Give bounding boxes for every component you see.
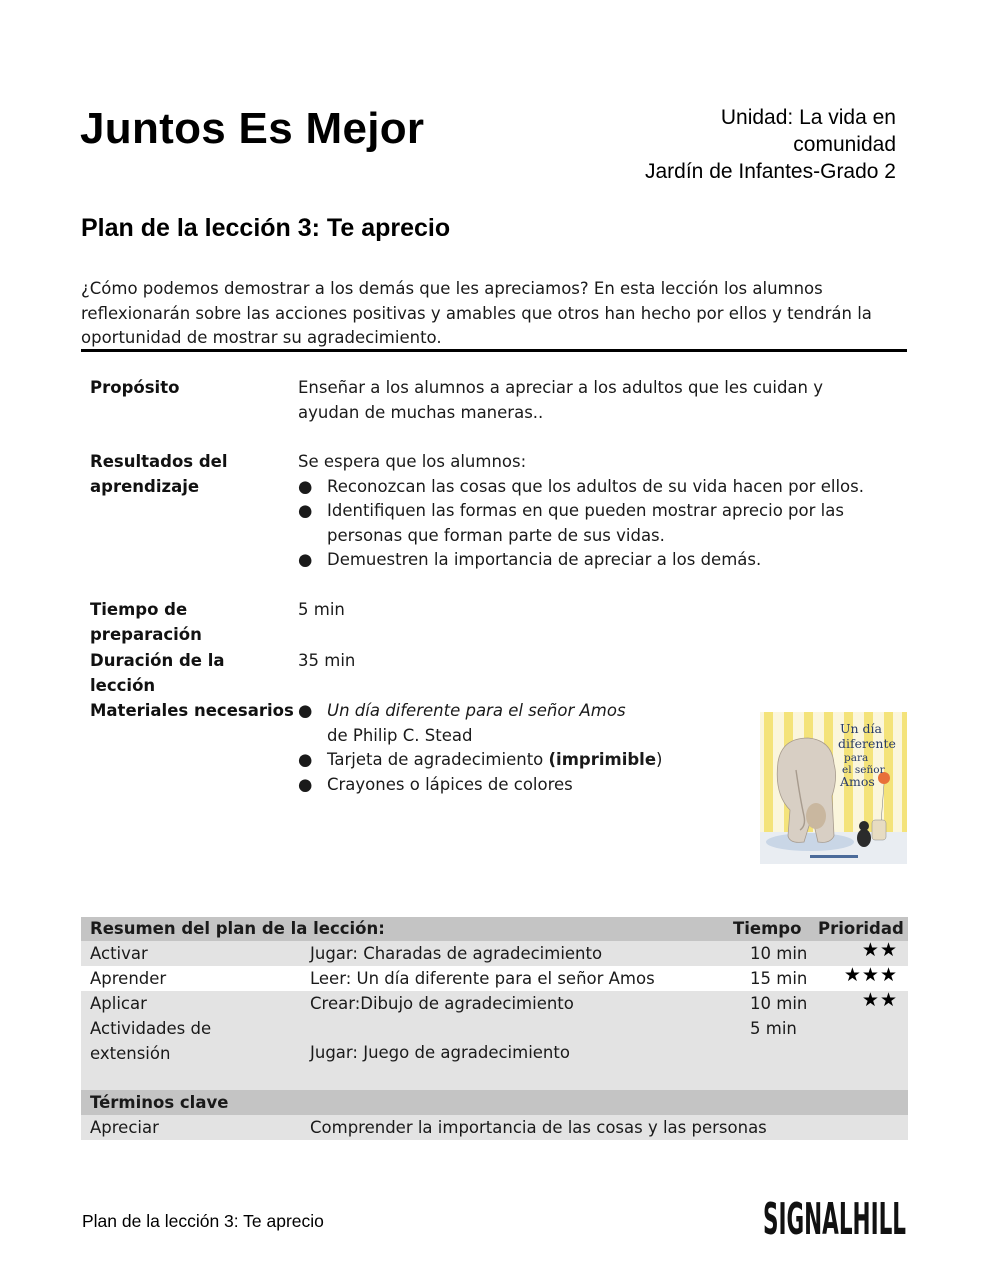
book-author: de Philip C. Stead [327,725,473,745]
outcomes [298,450,898,573]
priority-stars: ★★ [861,989,898,1011]
bullet: ● [298,750,313,769]
duration-label: Duración de la lección [90,651,225,695]
prep-label: Tiempo de preparación [90,600,202,644]
table-row [81,941,908,966]
bullet: ● [298,476,313,496]
cover-title-line-5: Amos [840,774,875,789]
time: 10 min [750,944,808,963]
bullet: ● [298,774,313,794]
table-row [81,966,908,991]
outcome-text: Demuestren la importancia de apreciar a los demás. [327,550,762,569]
lesson-intro: ¿Cómo podemos demostrar a los demás que les apreciamos? En esta lección los alumnos reflexionarán sobre las acciones positivas y amables que otros han hecho por ellos y tendrán la oportunidad de mostrar su agradecimiento. [81,279,872,347]
unit-line-1: Unidad: La vida en [720,106,896,129]
outcomes-list [298,475,898,573]
cover-title-line-4: el señor [842,764,885,776]
prep-value: 5 min [298,600,345,619]
lesson-title: Plan de la lección 3: Te aprecio [81,214,451,242]
printable-label: (imprimible [548,750,657,769]
outcome-text: Identifiquen las formas en que pueden mostrar aprecio por las personas que forman parte de sus vidas. [327,501,844,545]
phase: Aprender [90,969,167,988]
book-title: Un día diferente para el señor Amos [327,701,626,720]
purpose-text: Enseñar a los alumnos a apreciar a los adultos que les cuidan y ayudan de muchas maneras.. [298,378,824,422]
list-item [298,699,738,748]
grade-level: Jardín de Infantes-Grado 2 [645,160,896,183]
document-title: Juntos Es Mejor [80,104,425,153]
materials-list [298,699,738,797]
bullet: ● [298,501,313,520]
phase-line-2: extensión [90,1043,171,1063]
activity: Jugar: Juego de agradecimiento [310,1043,570,1062]
phase [90,1017,211,1066]
unit-info [645,104,896,185]
card-close: ) [656,750,663,769]
time: 15 min [750,969,808,988]
list-item [298,548,898,573]
terms-header: Términos clave [90,1093,229,1112]
outcomes-intro: Se espera que los alumnos: [298,452,527,471]
time: 10 min [750,994,808,1013]
priority-stars: ★★★ [843,964,898,986]
cover-title-line-1: Un día [840,721,883,736]
bullet: ● [298,550,313,569]
duration-value: 35 min [298,651,356,670]
activity: Leer: Un día diferente para el señor Amos [310,969,655,988]
cover-title-line-2: diferente [838,736,896,751]
table-row [81,1115,908,1140]
activity: Crear:Dibujo de agradecimiento [310,994,574,1013]
table-header-row [81,917,908,941]
time: 5 min [750,1019,797,1038]
list-item [298,773,738,798]
unit-line-2: comunidad [793,133,896,156]
term-definition: Comprender la importancia de las cosas y las personas [310,1118,767,1137]
table-row [81,991,908,1016]
divider [81,349,907,352]
crayons-text: Crayones o lápices de colores [327,774,573,794]
materials-label: Materiales necesarios [90,701,294,720]
phase: Activar [90,944,148,963]
phase: Aplicar [90,994,147,1013]
activity: Jugar: Charadas de agradecimiento [310,944,603,963]
term: Apreciar [90,1118,159,1137]
time-header: Tiempo [733,919,802,938]
table-row-extension [81,1016,908,1090]
signalhill-logo [763,1188,908,1240]
phase-line-1: Actividades de [90,1019,212,1038]
list-item [298,748,738,773]
book-cover-image [760,712,907,864]
outcome-text: Reconozcan las cosas que los adultos de su vida hacen por ellos. [327,476,864,496]
cover-title-line-3: para [844,752,869,764]
priority-stars: ★★ [861,939,898,961]
footer-text: Plan de la lección 3: Te aprecio [82,1211,324,1231]
list-item [298,499,898,548]
outcomes-label: Resultados del aprendizaje [90,452,228,496]
purpose-label: Propósito [90,378,180,397]
bullet: ● [298,701,313,720]
card-text: Tarjeta de agradecimiento [327,750,549,769]
terms-header-row [81,1090,908,1115]
list-item [298,475,898,500]
priority-header: Prioridad [818,919,904,938]
logo-text: SIGNALHILL [763,1194,906,1240]
summary-header-label: Resumen del plan de la lección: [90,919,385,938]
materials [298,699,738,797]
